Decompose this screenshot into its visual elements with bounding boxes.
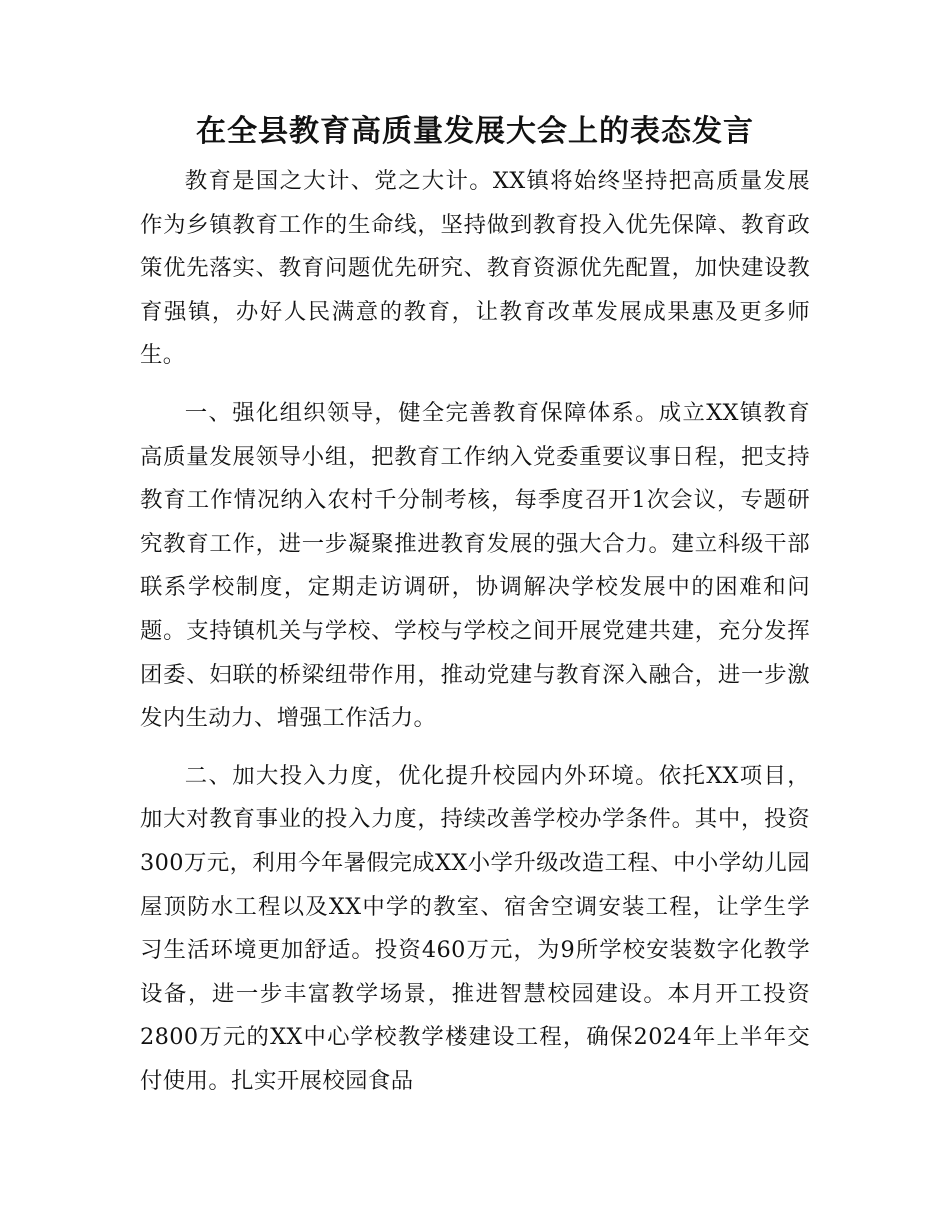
paragraph-section-2: 二、加大投入力度，优化提升校园内外环境。依托XX项目，加大对教育事业的投入力度，持续改善学校办学条件。其中，投资300万元，利用今年暑假完成XX小学升级改造工程、中小学幼儿园屋顶防水工程以及XX中学的教室、宿舍空调安装工程，让学生学习生活环境更加舒适。投资460万元，为9所学校安装数字化教学设备，进一步丰富教学场景，推进智慧校园建设。本月开工投资2800万元的XX中心学校教学楼建设工程，确保2024年上半年交付使用。扎实开展校园食品	[140, 762, 810, 1094]
paragraph-section-1: 一、强化组织领导，健全完善教育保障体系。成立XX镇教育高质量发展领导小组，把教育工作纳入党委重要议事日程，把支持教育工作情况纳入农村千分制考核，每季度召开1次会议，专题研究教育工作，进一步凝聚推进教育发展的强大合力。建立科级干部联系学校制度，定期走访调研，协调解决学校发展中的困难和问题。支持镇机关与学校、学校与学校之间开展党建共建，充分发挥团委、妇联的桥梁纽带作用，推动党建与教育深入融合，进一步激发内生动力、增强工作活力。	[140, 399, 810, 732]
paragraph-intro: 教育是国之大计、党之大计。XX镇将始终坚持把高质量发展作为乡镇教育工作的生命线，坚持做到教育投入优先保障、教育政策优先落实、教育问题优先研究、教育资源优先配置，加快建设教育强镇，办好人民满意的教育，让教育改革发展成果惠及更多师生。	[140, 168, 810, 369]
document-page	[140, 110, 810, 1117]
document-title: 在全县教育高质量发展大会上的表态发言	[196, 114, 754, 149]
